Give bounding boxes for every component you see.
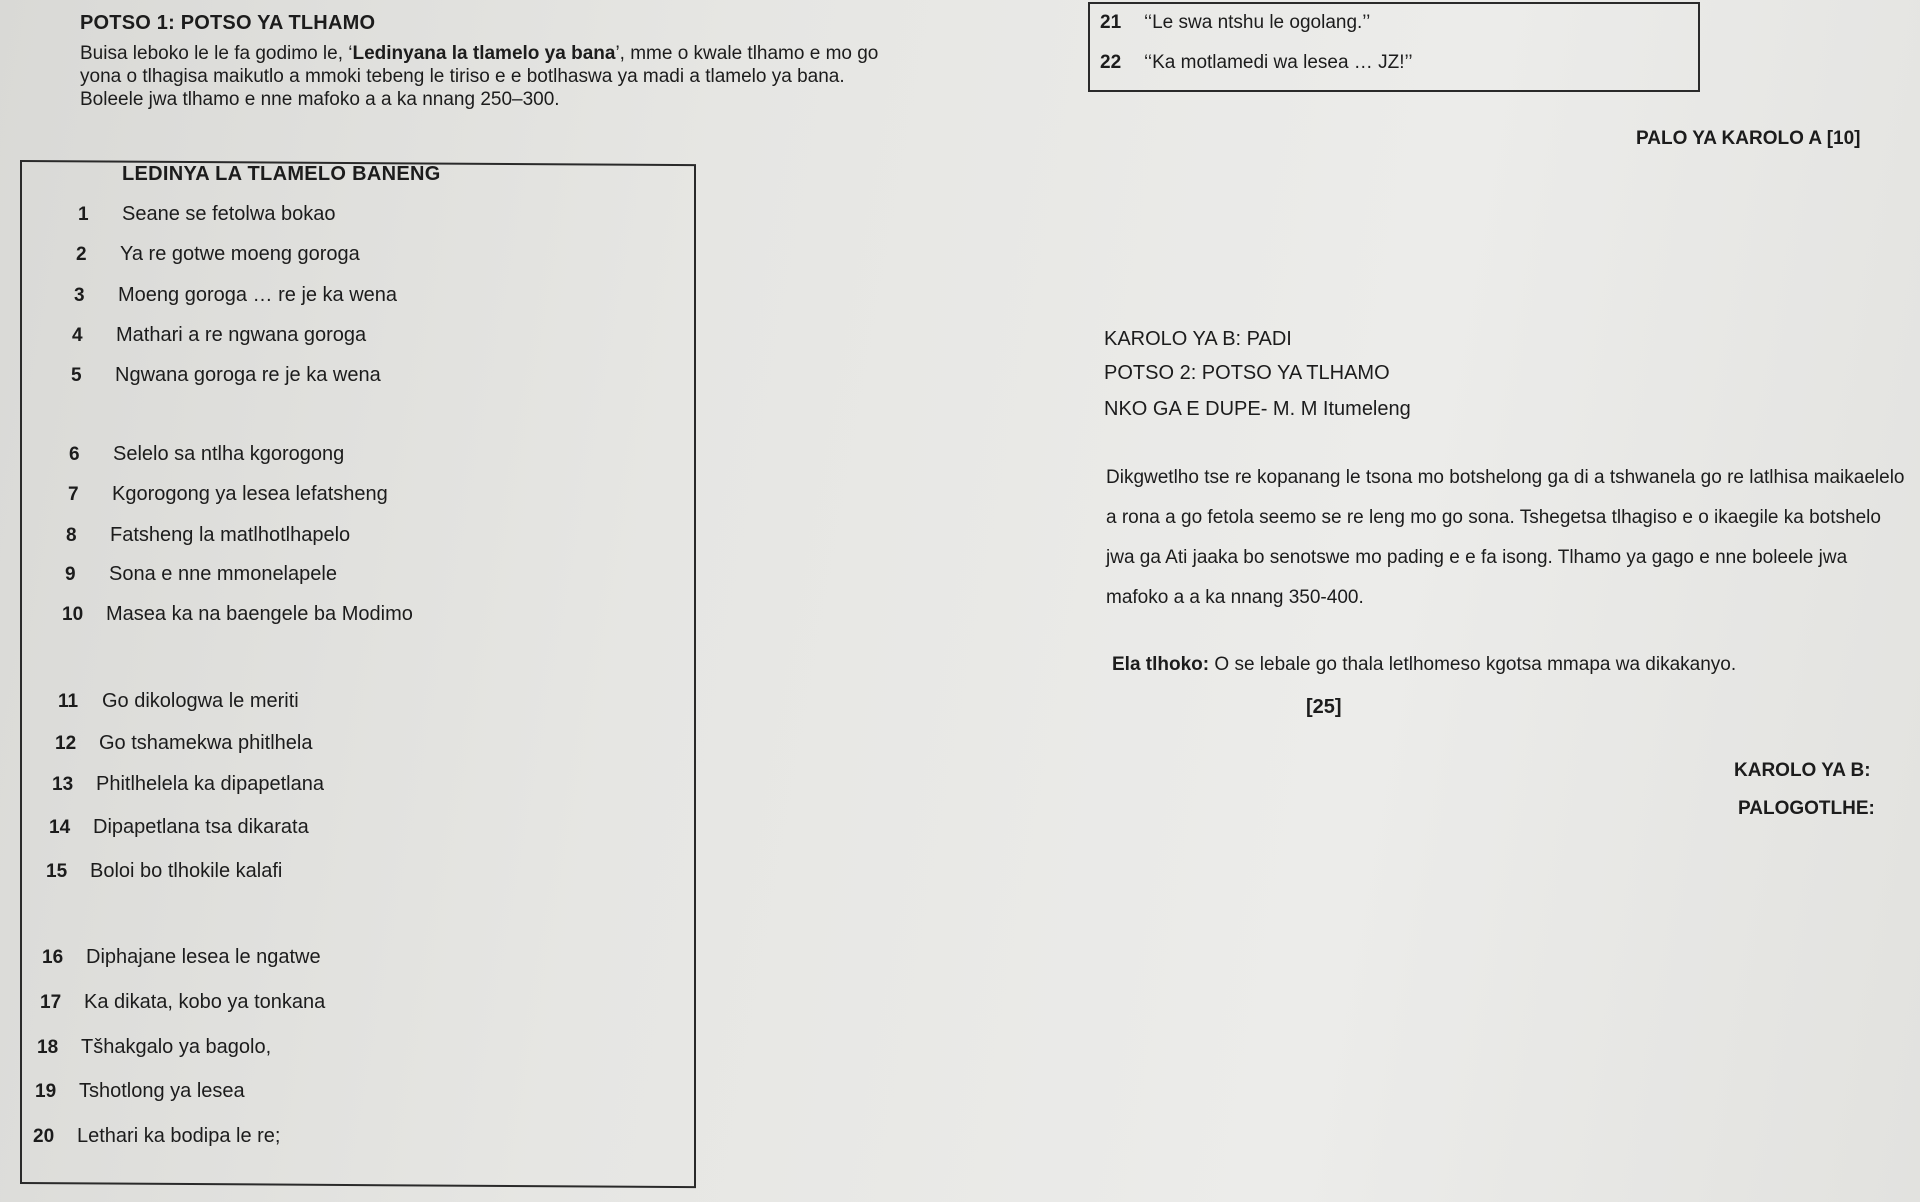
grand-total-label: PALOGOTLHE: bbox=[1738, 798, 1875, 819]
topic-item bbox=[58, 690, 299, 713]
topic-number: 17 bbox=[40, 992, 62, 1013]
topic-number: 12 bbox=[55, 733, 77, 754]
topic-number: 5 bbox=[71, 365, 82, 386]
topic-item bbox=[35, 1080, 245, 1103]
topic-text: Dipapetlana tsa dikarata bbox=[93, 816, 309, 838]
topic-item bbox=[62, 603, 413, 626]
topic-number: 20 bbox=[33, 1126, 55, 1147]
note-label: Ela tlhoko: bbox=[1112, 654, 1210, 675]
topic-number: 8 bbox=[66, 525, 77, 546]
topic-number: 10 bbox=[62, 604, 84, 625]
topic-item bbox=[76, 243, 360, 266]
topic-item bbox=[78, 203, 336, 226]
topic-text: Kgorogong ya lesea lefatsheng bbox=[112, 483, 388, 505]
topic-number: 9 bbox=[65, 564, 76, 585]
topic-number: 14 bbox=[49, 817, 71, 838]
question1-instructions bbox=[80, 42, 900, 111]
topic-number: 1 bbox=[78, 204, 89, 225]
topic-item bbox=[49, 816, 309, 839]
topic-text: Tshotlong ya lesea bbox=[79, 1080, 245, 1102]
topics-title: LEDINYA LA TLAMELO BANENG bbox=[122, 163, 441, 185]
topic-text: Selelo sa ntlha kgorogong bbox=[113, 443, 345, 465]
topic-number: 7 bbox=[68, 484, 79, 505]
topic-number: 3 bbox=[74, 285, 85, 306]
topic-number: 19 bbox=[35, 1081, 57, 1102]
topic-text: ‘‘Ka motlamedi wa lesea … JZ!’’ bbox=[1144, 52, 1413, 73]
topic-text: Tšhakgalo ya bagolo, bbox=[81, 1036, 272, 1058]
topic-number: 21 bbox=[1100, 12, 1122, 33]
topic-item bbox=[52, 773, 324, 796]
topic-item bbox=[42, 946, 321, 969]
section-b-heading: KAROLO YA B: PADI bbox=[1104, 328, 1292, 350]
topic-text: Sona e nne mmonelapele bbox=[109, 563, 337, 585]
topic-item bbox=[40, 991, 325, 1014]
instructions-text-1: Buisa leboko le le fa godimo le, ‘ bbox=[80, 43, 353, 64]
topic-text: ‘‘Le swa ntshu le ogolang.’’ bbox=[1144, 12, 1371, 33]
topic-text: Go tshamekwa phitlhela bbox=[99, 732, 313, 754]
topic-number: 6 bbox=[69, 444, 80, 465]
topic-item bbox=[69, 443, 344, 466]
poem-title: Ledinyana la tlamelo ya bana bbox=[352, 43, 616, 64]
topic-item bbox=[37, 1036, 271, 1059]
topic-text: Go dikologwa le meriti bbox=[102, 690, 299, 712]
question1-heading: POTSO 1: POTSO YA TLHAMO bbox=[80, 12, 376, 34]
section-a-total: PALO YA KAROLO A [10] bbox=[1636, 128, 1861, 149]
novel-title: NKO GA E DUPE- M. M Itumeleng bbox=[1104, 398, 1411, 420]
topic-number: 16 bbox=[42, 947, 64, 968]
topic-item bbox=[71, 364, 381, 387]
topic-number: 2 bbox=[76, 244, 87, 265]
topic-item bbox=[68, 483, 388, 506]
topic-text: Diphajane lesea le ngatwe bbox=[86, 946, 321, 968]
note-text: O se lebale go thala letlhomeso kgotsa mmapa wa dikakanyo. bbox=[1209, 654, 1737, 675]
question2-instructions: Dikgwetlho tse re kopanang le tsona mo botshelong ga di a tshwanela go re latlhisa maikaelelo a rona a go fetola seemo se re leng mo go sona. Tshegetsa tlhagiso e o ikaegile ka botshelo jwa ga Ati jaaka bo senotswe mo pading e e fa isong. Tlhamo ya gago e nne boleele jwa mafoko a a ka nnang 350-400. bbox=[1106, 467, 1905, 608]
note bbox=[1112, 654, 1912, 676]
topic-item bbox=[74, 284, 397, 307]
topic-text: Ya re gotwe moeng goroga bbox=[120, 243, 360, 265]
topic-text: Moeng goroga … re je ka wena bbox=[118, 284, 398, 306]
question2-heading: POTSO 2: POTSO YA TLHAMO bbox=[1104, 362, 1390, 384]
topic-text: Seane se fetolwa bokao bbox=[122, 203, 336, 225]
topic-number: 22 bbox=[1100, 52, 1122, 73]
topic-item bbox=[46, 860, 282, 883]
topic-number: 4 bbox=[72, 325, 83, 346]
continuation-item bbox=[1100, 52, 1413, 74]
topic-item bbox=[33, 1125, 280, 1148]
topic-text: Mathari a re ngwana goroga bbox=[116, 324, 367, 346]
topic-text: Ka dikata, kobo ya tonkana bbox=[84, 991, 326, 1013]
topic-number: 11 bbox=[58, 691, 79, 712]
topic-text: Ngwana goroga re je ka wena bbox=[115, 364, 381, 386]
topic-text: Masea ka na baengele ba Modimo bbox=[106, 603, 413, 625]
topic-number: 15 bbox=[46, 861, 68, 882]
topic-text: Fatsheng la matlhotlhapelo bbox=[110, 524, 351, 546]
question2-marks: [25] bbox=[1306, 696, 1342, 718]
topic-item bbox=[72, 324, 366, 347]
topics-box bbox=[20, 160, 696, 1188]
instructions-text-2: ’, mme o kwale tlhamo e mo go yona o tlhagisa maikutlo a mmoki tebeng le tiriso e e botlhaswa ya madi a tlamelo ya bana. Boleele jwa tlhamo e nne mafoko a a ka nnang 250–300. bbox=[80, 43, 879, 110]
continuation-item bbox=[1100, 12, 1370, 34]
topic-number: 13 bbox=[52, 774, 74, 795]
section-b-total-label: KAROLO YA B: bbox=[1734, 760, 1871, 781]
topic-item bbox=[55, 732, 312, 755]
topic-text: Boloi bo tlhokile kalafi bbox=[90, 860, 283, 882]
topic-number: 18 bbox=[37, 1037, 59, 1058]
topic-text: Phitlhelela ka dipapetlana bbox=[96, 773, 324, 795]
topic-item bbox=[65, 563, 337, 586]
topic-text: Lethari ka bodipa le re; bbox=[77, 1125, 281, 1147]
topic-item bbox=[66, 524, 350, 547]
